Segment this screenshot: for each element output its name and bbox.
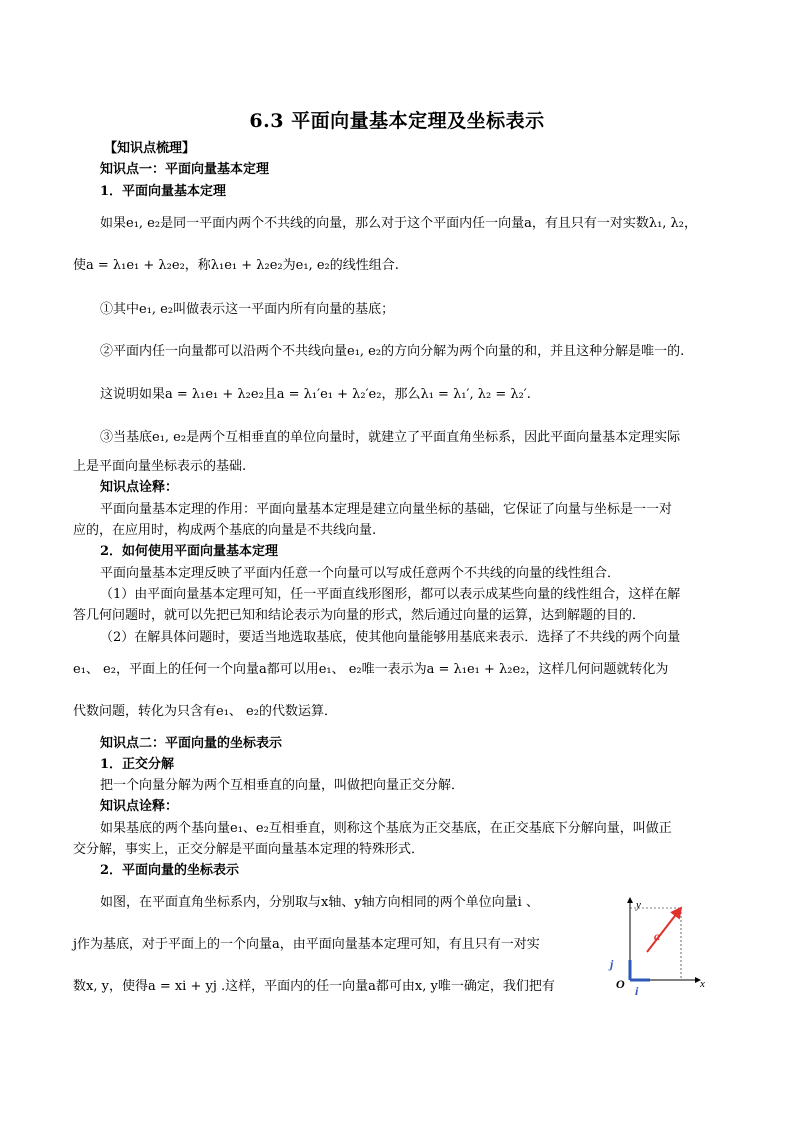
coordinate-line-2: j作为基底，对于平面上的一个向量a，由平面向量基本定理可知，有且只有一对实 (73, 937, 540, 952)
usage-line-2: （1）由平面向量基本定理可知，任一平面直线形图形，都可以表示成某些向量的线性组合，这样在解 (100, 587, 681, 602)
origin-label: O (616, 977, 625, 991)
note2-heading: 知识点诠释： (100, 799, 179, 814)
usage-line-5: e₁、 e₂，平面上的任何一个向量a都可以用e₁、 e₂唯一表示为a = λ₁e₁ + λ₂e₂，这样几何问题就转化为 (73, 662, 669, 677)
uniqueness-note: 这说明如果a = λ₁e₁ + λ₂e₂且a = λ₁′e₁ + λ₂′e₂，那么λ₁ = λ₁′, λ₂ = λ₂′. (100, 387, 531, 402)
usage-line-1: 平面向量基本定理反映了平面内任意一个向量可以写成任意两个不共线的向量的线性组合． (100, 566, 621, 581)
section-heading: 【知识点梳理】 (104, 141, 196, 156)
vector-j-label: j (610, 957, 614, 971)
note2-line-1: 如果基底的两个基向量e₁、e₂互相垂直，则称这个基底为正交基底，在正交基底下分解向量，叫做正 (100, 821, 672, 836)
vector-a-arrow (647, 908, 681, 952)
usage-line-4: （2）在解具体问题时，要适当地选取基底，使其他向量能够用基底来表示．选择了不共线的两个向量 (100, 630, 681, 645)
note2-line-2: 交分解，事实上，正交分解是平面向量基本定理的特殊形式． (73, 842, 425, 857)
axis-x-label: x (700, 978, 705, 990)
orthonormal-note-line-2: 上是平面向量坐标表示的基础. (73, 459, 247, 474)
note1-heading: 知识点诠释： (100, 480, 179, 495)
coordinate-line-1: 如图，在平面直角坐标系内，分别取与x轴、y轴方向相同的两个单位向量i 、 (100, 895, 539, 910)
vector-a-label: a (654, 929, 660, 943)
coordinate-line-3: 数x, y，使得a = xi + yj .这样，平面内的任一向量a都可由x, y唯一确定，我们把有 (73, 979, 555, 994)
kp1-sub2-heading: 2．如何使用平面向量基本定理 (100, 544, 279, 559)
page-title: 6.3 平面向量基本定理及坐标表示 (249, 110, 545, 132)
coordinate-figure (588, 888, 718, 1000)
note1-line-1: 平面向量基本定理的作用：平面向量基本定理是建立向量坐标的基础，它保证了向量与坐标是一一对 (100, 502, 673, 517)
kp1-sub1-heading: 1．平面向量基本定理 (100, 184, 227, 199)
decomposition-note: ②平面内任一向量都可以沿两个不共线向量e₁, e₂的方向分解为两个向量的和，并且这种分解是唯一的. (100, 344, 685, 359)
note1-line-2: 应的，在应用时，构成两个基底的向量是不共线向量. (73, 523, 377, 538)
usage-line-3: 答几何问题时，就可以先把已知和结论表示为向量的形式，然后通过向量的运算，达到解题的目的． (73, 608, 646, 623)
orthonormal-note-line-1: ③当基底e₁, e₂是两个互相垂直的单位向量时，就建立了平面直角坐标系，因此平面向量基本定理实际 (100, 430, 681, 445)
kp2-heading: 知识点二：平面向量的坐标表示 (100, 736, 283, 751)
usage-line-6: 代数问题，转化为只含有e₁、 e₂的代数运算． (73, 704, 337, 719)
orthogonal-decomposition-line: 把一个向量分解为两个互相垂直的向量，叫做把向量正交分解． (100, 778, 465, 793)
kp2-sub1-heading: 1．正交分解 (100, 757, 175, 772)
kp2-sub2-heading: 2．平面向量的坐标表示 (100, 863, 240, 878)
axis-y-label: y (636, 899, 641, 911)
vector-i-label: i (635, 984, 639, 998)
kp1-heading: 知识点一：平面向量基本定理 (100, 162, 270, 177)
theorem-line-2: 使a = λ₁e₁ + λ₂e₂，称λ₁e₁ + λ₂e₂为e₁, e₂的线性组合. (73, 258, 399, 273)
basis-note: ①其中e₁, e₂叫做表示这一平面内所有向量的基底； (100, 302, 395, 317)
theorem-line-1: 如果e₁, e₂是同一平面内两个不共线的向量，那么对于这个平面内任一向量a，有且只有一对实数λ₁, λ₂， (100, 216, 697, 231)
